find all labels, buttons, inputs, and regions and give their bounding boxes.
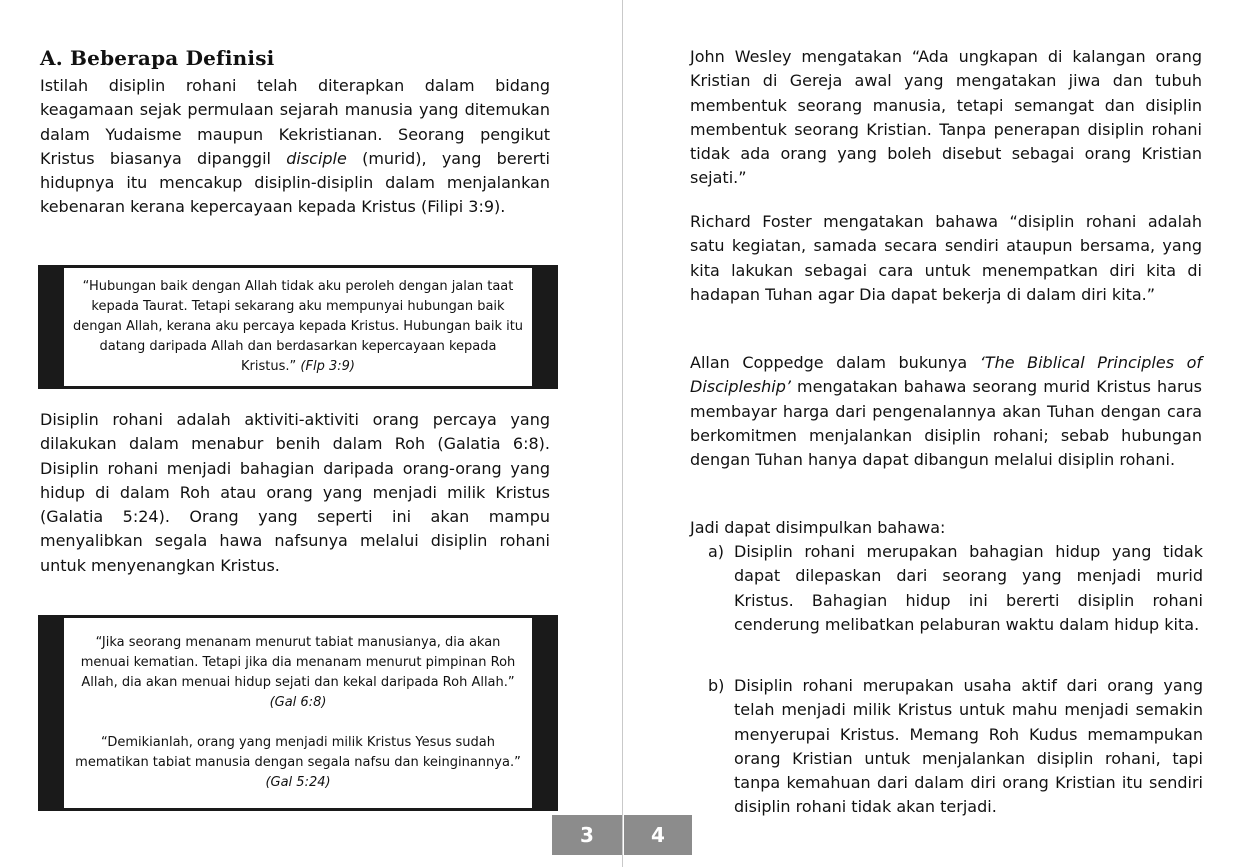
paragraph-text: mengatakan bahawa seorang murid Kristus harus membayar harga dari pengenalannya akan Tuhan dengan cara berkomitmen menjalankan disiplin rohani; sebab hubungan dengan Tuhan hanya dapat dibangun melalui disiplin rohani. — [690, 377, 1202, 470]
quote-body: “Demikianlah, orang yang menjadi milik Kristus Yesus sudah mematikan tabiat manusia dengan segala nafsu dan keinginannya.” — [75, 735, 521, 770]
list-marker: a) — [708, 542, 725, 561]
section-heading: A. Beberapa Definisi — [40, 46, 275, 70]
quote-inner — [71, 626, 525, 800]
quote-body: “Jika seorang menanam menurut tabiat manusianya, dia akan menuai kematian. Tetapi jika dia menanam menurut pimpinan Roh Allah, dia akan menuai hidup sejati dan kekal daripada Roh Allah.” — [80, 635, 516, 690]
paragraph-text: (murid), yang bererti hidupnya itu mencakup disiplin-disiplin dalam menjalankan kebenaran kerana kepercayaan kepada Kristus (Filipi 3:9). — [40, 148, 551, 217]
left-paragraph-1 — [40, 74, 550, 220]
list-text: Disiplin rohani merupakan bahagian hidup yang tidak dapat dilepaskan dari seorang yang menjadi murid Kristus. Bahagian hidup ini bererti disiplin rohani cenderung melibatkan pelaburan waktu dalam hidup kita. — [734, 542, 1203, 634]
quote-reference: (Flp 3:9) — [300, 359, 355, 374]
right-paragraph-2: Richard Foster mengatakan bahawa “disiplin rohani adalah satu kegiatan, samada secara sendiri ataupun bersama, yang kita lakukan sebagai cara untuk menempatkan diri kita di hadapan Tuhan agar Dia dapat bekerja di dalam diri kita.” — [690, 212, 1202, 304]
list-item — [708, 674, 1204, 844]
page-number: 3 — [552, 815, 622, 855]
quote-box-gal — [38, 615, 558, 811]
book-title: ‘The Biblical Principles of Discipleship’ — [690, 353, 1203, 397]
quote-text — [71, 633, 525, 713]
page-gutter — [622, 0, 623, 867]
left-page — [0, 0, 622, 867]
quote-reference: (Gal 6:8) — [269, 695, 327, 710]
paragraph-text: Allan Coppedge dalam bukunya — [690, 353, 980, 372]
page-number: 4 — [624, 815, 692, 855]
paragraph-text: Istilah disiplin rohani telah diterapkan dalam bidang keagamaan sejak permulaan sejarah manusia yang ditemukan dalam Yudaisme maupun Kekristianan. Seorang pengikut Kristus biasanya dipanggil — [40, 76, 550, 168]
list-text: Disiplin rohani merupakan usaha aktif dari orang yang telah menjadi milik Kristus untuk mahu menjadi semakin menyerupai Kristus. Memang Roh Kudus memampukan orang Kristian untuk menjalankan disiplin rohani, tapi tanpa kemahuan dari dalam diri orang Kristian itu sendiri disiplin rohani tidak akan terjadi. — [734, 676, 1203, 817]
conclusion-intro: Jadi dapat disimpulkan bahawa: — [690, 518, 946, 537]
quote-body: “Hubungan baik dengan Allah tidak aku peroleh dengan jalan taat kepada Taurat. Tetapi sekarang aku mempunyai hubungan baik dengan Allah, kerana aku percaya kepada Kristus. Hubungan baik itu datang daripada Allah dan berdasarkan kepercayaan kepada Kristus.” — [72, 279, 524, 374]
quote-text — [71, 277, 525, 377]
list-marker: b) — [708, 676, 725, 695]
quote-text — [71, 733, 525, 793]
right-paragraph-1: John Wesley mengatakan “Ada ungkapan di kalangan orang Kristian di Gereja awal yang mengatakan jiwa dan tubuh membentuk seorang manusia, tetapi semangat dan disiplin membentuk seorang Kristian. Tanpa penerapan disiplin rohani tidak ada orang yang boleh disebut sebagai orang Kristian sejati.” — [690, 47, 1202, 188]
italic-term: disciple — [286, 148, 347, 168]
quote-reference: (Gal 5:24) — [265, 775, 331, 790]
right-paragraph-3 — [690, 351, 1202, 472]
left-paragraph-2: Disiplin rohani adalah aktiviti-aktiviti orang percaya yang dilakukan dalam menabur benih dalam Roh (Galatia 6:8). Disiplin rohani menjadi bahagian daripada orang-orang yang hidup di dalam Roh atau orang yang menjadi milik Kristus (Galatia 5:24). Orang yang seperti ini akan mampu menyalibkan segala hawa nafsunya melalui disiplin rohani untuk menyenangkan Kristus. — [40, 410, 550, 575]
quote-box-flp — [38, 265, 558, 389]
quote-inner — [71, 276, 525, 378]
list-item — [708, 540, 1204, 662]
right-page — [624, 0, 1246, 867]
